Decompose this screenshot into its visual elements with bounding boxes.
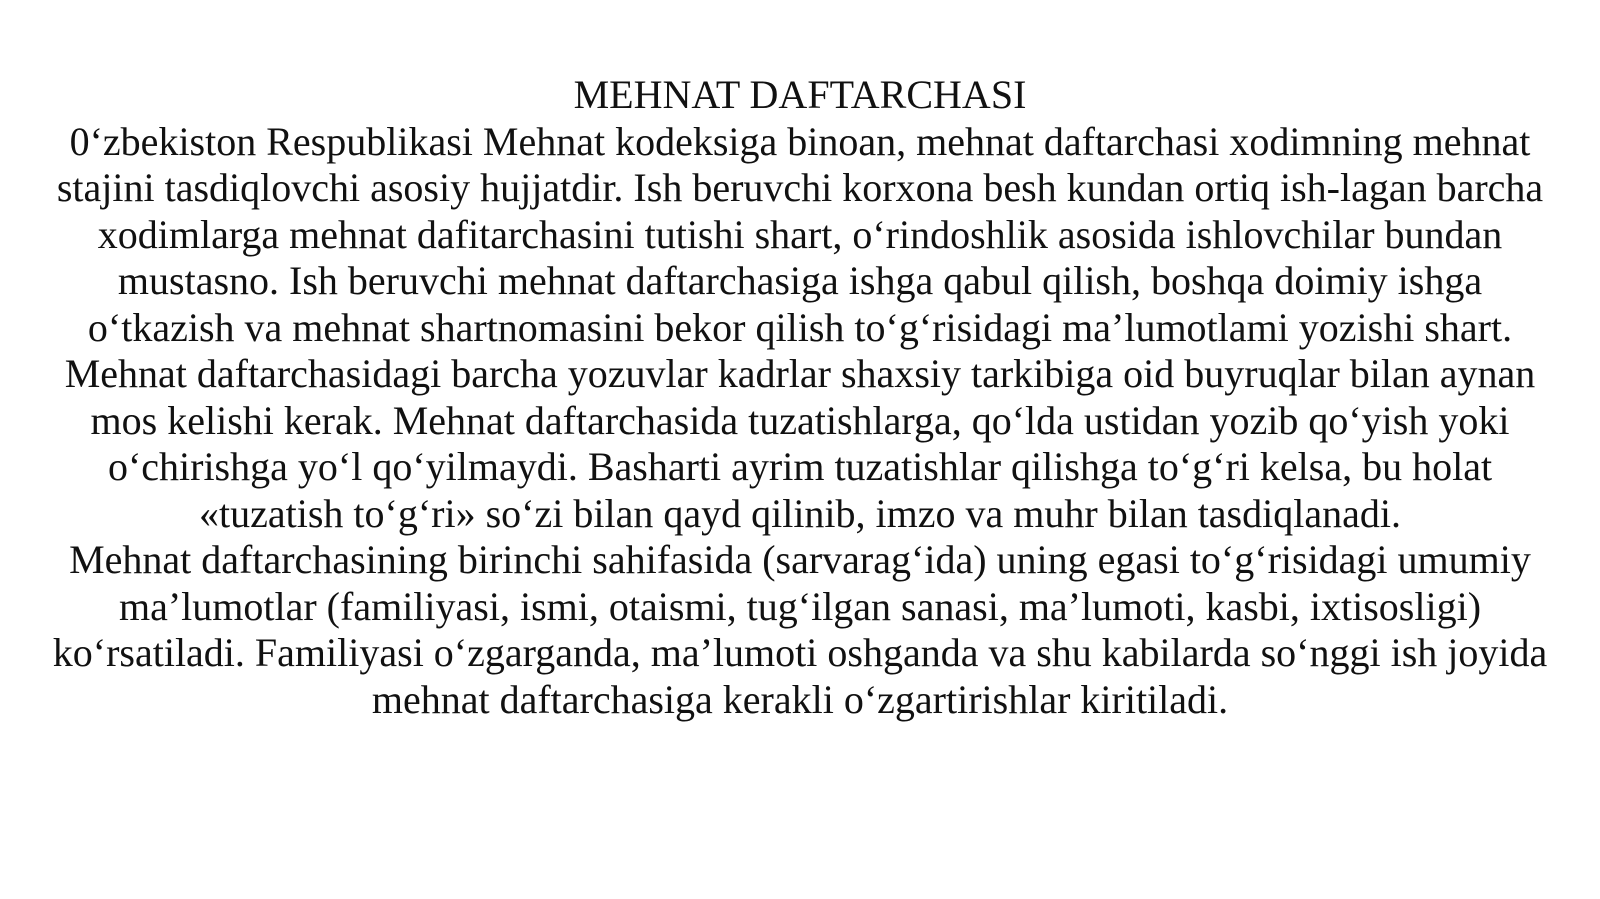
paragraph-first-page-info: Mehnat daftarchasining birinchi sahifasida (sarvarag‘ida) uning egasi to‘g‘risidagi umumiy ma’lumotlar (familiyasi, ismi, otaismi, tug‘ilgan sanasi, ma’lumoti, kasbi, ixtisosligi) ko‘rsatiladi. Familiyasi o‘zgarganda, ma’lumoti oshganda va shu kabilarda so‘nggi ish joyida mehnat daftarchasiga kerakli o‘zgartirishlar kiritiladi.: [52, 537, 1548, 722]
paragraph-entries-corrections: Mehnat daftarchasidagi barcha yozuvlar kadrlar shaxsiy tarkibiga oid buyruqlar bilan aynan mos kelishi kerak. Mehnat daftarchasida tuzatishlarga, qo‘lda ustidan yozib qo‘yish yoki o‘chirishga yo‘l qo‘yilmaydi. Basharti ayrim tuzatishlar qilishga to‘g‘ri kelsa, bu holat «tuzatish to‘g‘ri» so‘zi bilan qayd qilinib, imzo va muhr bilan tasdiqlanadi.: [64, 351, 1536, 536]
document-page: [50, 72, 1550, 723]
paragraph-labor-book-definition: 0‘zbekiston Respublikasi Mehnat kodeksiga binoan, mehnat daftarchasi xodimning mehnat stajini tasdiqlovchi asosiy hujjatdir. Ish beruvchi korxona besh kundan ortiq ish-lagan barcha xodimlarga mehnat dafitarchasini tutishi shart, o‘rindoshlik asosida ishlovchilar bundan mustasno. Ish beruvchi mehnat daftarchasiga ishga qabul qilish, boshqa doimiy ishga o‘tkazish va mehnat shartnomasini bekor qilish to‘g‘risidagi ma’lumotlami yozishi shart.: [56, 118, 1544, 350]
document-title: MEHNAT DAFTARCHASI: [573, 72, 1027, 117]
